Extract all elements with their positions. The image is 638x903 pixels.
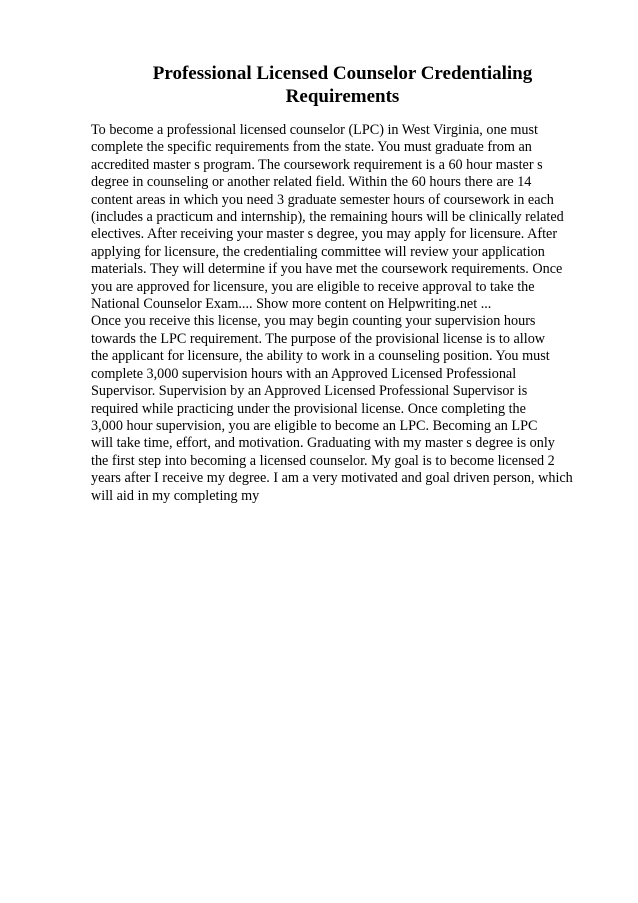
body-line: required while practicing under the provisional license. Once completing the — [91, 400, 526, 417]
body-line: content areas in which you need 3 graduate semester hours of coursework in each — [91, 191, 554, 208]
body-line: degree in counseling or another related field. Within the 60 hours there are 14 — [91, 174, 532, 191]
title-line: Professional Licensed Counselor Credentialing — [152, 63, 533, 84]
document-title — [90, 62, 595, 108]
document-body — [91, 122, 601, 505]
body-line: you are approved for licensure, you are eligible to receive approval to take the — [91, 278, 535, 295]
body-line: will take time, effort, and motivation. Graduating with my master s degree is only — [91, 435, 555, 452]
body-line: complete the specific requirements from the state. You must graduate from an — [91, 139, 532, 156]
body-line: complete 3,000 supervision hours with an Approved Licensed Professional — [91, 365, 517, 382]
title-line: Requirements — [285, 86, 400, 107]
body-line: towards the LPC requirement. The purpose of the provisional license is to allow — [91, 330, 546, 347]
body-line: the first step into becoming a licensed counselor. My goal is to become licensed 2 — [91, 452, 555, 469]
body-line: accredited master s program. The coursework requirement is a 60 hour master s — [91, 156, 543, 173]
body-line: Once you receive this license, you may begin counting your supervision hours — [91, 313, 536, 330]
body-line: materials. They will determine if you have met the coursework requirements. Once — [91, 261, 563, 278]
body-line: applying for licensure, the credentialing committee will review your application — [91, 243, 545, 260]
body-line: National Counselor Exam.... Show more content on Helpwriting.net ... — [91, 296, 492, 313]
body-line: (includes a practicum and internship), the remaining hours will be clinically related — [91, 209, 564, 226]
body-line: To become a professional licensed counselor (LPC) in West Virginia, one must — [91, 122, 538, 138]
body-line: Supervisor. Supervision by an Approved Licensed Professional Supervisor is — [91, 383, 528, 400]
body-line: electives. After receiving your master s degree, you may apply for licensure. After — [91, 226, 558, 243]
body-line: will aid in my completing my — [91, 487, 260, 504]
body-line: years after I receive my degree. I am a very motivated and goal driven person, which — [91, 470, 573, 487]
body-line: 3,000 hour supervision, you are eligible to become an LPC. Becoming an LPC — [91, 417, 538, 434]
body-line: the applicant for licensure, the ability to work in a counseling position. You must — [91, 348, 550, 365]
